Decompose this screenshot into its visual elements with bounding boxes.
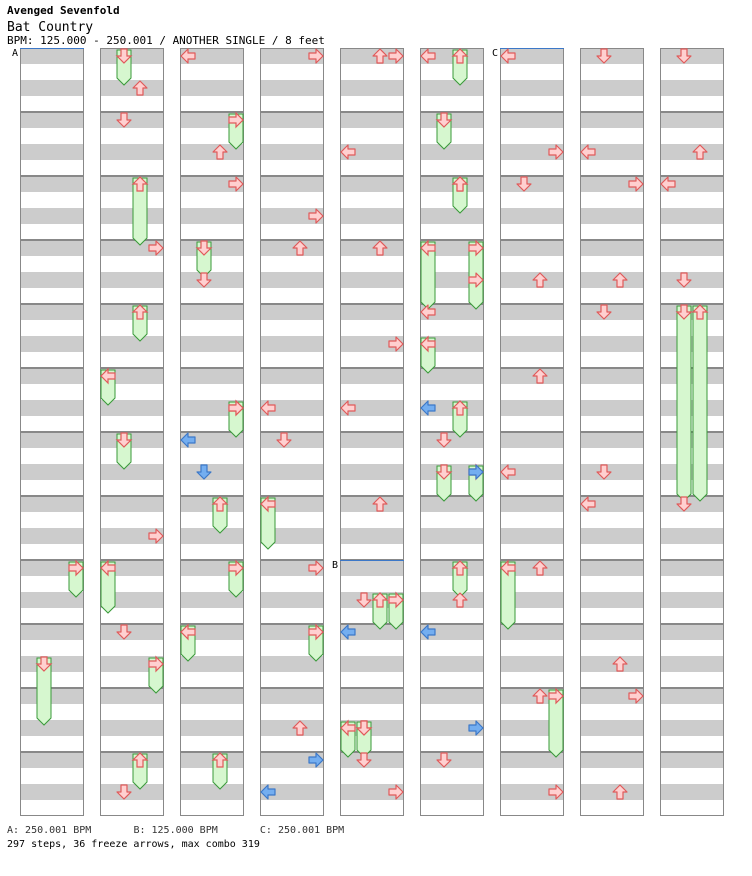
beat-stripe <box>500 80 564 96</box>
beat-stripe <box>500 656 564 672</box>
beat-stripe <box>420 560 484 576</box>
beat-stripe <box>580 400 644 416</box>
beat-stripe <box>340 464 404 480</box>
beat-stripe <box>420 144 484 160</box>
beat-stripe <box>20 624 84 640</box>
beat-stripe <box>340 656 404 672</box>
freeze-arrow <box>549 689 563 757</box>
freeze-arrow <box>213 497 227 533</box>
beat-stripe <box>580 48 644 64</box>
chart-column <box>660 48 724 816</box>
song-artist: Avenged Sevenfold <box>7 4 120 17</box>
beat-stripe <box>500 336 564 352</box>
freeze-arrow <box>261 497 275 549</box>
freeze-arrow <box>37 657 51 725</box>
freeze-arrow <box>421 241 435 309</box>
beat-stripe <box>100 208 164 224</box>
freeze-arrow <box>341 721 355 757</box>
beat-stripe <box>340 112 404 128</box>
beat-stripe <box>340 496 404 512</box>
beat-stripe <box>580 656 644 672</box>
beat-stripe <box>180 368 244 384</box>
beat-stripe <box>100 272 164 288</box>
beat-stripe <box>340 368 404 384</box>
bpm-legend-b: B: 125.000 BPM <box>133 825 218 836</box>
beat-stripe <box>260 80 324 96</box>
freeze-arrow <box>421 337 435 373</box>
beat-stripe <box>420 112 484 128</box>
beat-stripe <box>100 464 164 480</box>
bpm-legend-c: C: 250.001 BPM <box>259 825 345 836</box>
beat-stripe <box>660 48 724 64</box>
beat-stripe <box>180 240 244 256</box>
beat-stripe <box>180 720 244 736</box>
freeze-arrow <box>373 593 387 629</box>
bpm-marker-label: B <box>332 560 339 571</box>
beat-stripe <box>20 112 84 128</box>
beat-stripe <box>340 80 404 96</box>
freeze-arrow <box>389 593 403 629</box>
beat-stripe <box>20 304 84 320</box>
beat-stripe <box>180 464 244 480</box>
beat-stripe <box>580 240 644 256</box>
beat-stripe <box>340 304 404 320</box>
beat-stripe <box>580 304 644 320</box>
beat-stripe <box>420 592 484 608</box>
beat-stripe <box>180 208 244 224</box>
beat-stripe <box>20 464 84 480</box>
chart-column <box>20 48 84 816</box>
beat-stripe <box>420 784 484 800</box>
beat-stripe <box>420 656 484 672</box>
beat-stripe <box>660 560 724 576</box>
beat-stripe <box>420 176 484 192</box>
beat-stripe <box>100 336 164 352</box>
beat-stripe <box>660 720 724 736</box>
beat-stripe <box>340 272 404 288</box>
beat-stripe <box>20 496 84 512</box>
beat-stripe <box>660 80 724 96</box>
chart-column <box>580 48 644 816</box>
beat-stripe <box>20 528 84 544</box>
beat-stripe <box>20 720 84 736</box>
beat-stripe <box>100 496 164 512</box>
beat-stripe <box>260 304 324 320</box>
beat-stripe <box>340 176 404 192</box>
freeze-body <box>693 306 707 501</box>
beat-stripe <box>260 112 324 128</box>
beat-stripe <box>340 528 404 544</box>
beat-stripe <box>20 400 84 416</box>
beat-stripe <box>580 272 644 288</box>
freeze-body <box>677 306 691 501</box>
beat-stripe <box>100 432 164 448</box>
song-title: Bat Country <box>7 20 94 35</box>
freeze-arrow <box>101 561 115 613</box>
beat-stripe <box>660 784 724 800</box>
beat-stripe <box>20 688 84 704</box>
chart-column <box>420 48 484 816</box>
chart-column <box>100 48 164 816</box>
beat-stripe <box>580 528 644 544</box>
beat-stripe <box>500 432 564 448</box>
freeze-arrow <box>229 113 243 149</box>
beat-stripe <box>420 688 484 704</box>
beat-stripe <box>20 240 84 256</box>
beat-stripe <box>660 432 724 448</box>
beat-stripe <box>100 720 164 736</box>
freeze-arrow <box>453 561 467 597</box>
freeze-arrow <box>309 625 323 661</box>
freeze-arrow <box>117 49 131 85</box>
beat-stripe <box>340 432 404 448</box>
beat-stripe <box>20 752 84 768</box>
beat-stripe <box>580 560 644 576</box>
freeze-arrow <box>501 561 515 629</box>
beat-stripe <box>660 240 724 256</box>
beat-stripe <box>660 400 724 416</box>
beat-stripe <box>500 496 564 512</box>
beat-stripe <box>660 656 724 672</box>
beat-stripe <box>500 368 564 384</box>
beat-stripe <box>500 528 564 544</box>
beat-stripe <box>20 432 84 448</box>
beat-stripe <box>100 784 164 800</box>
freeze-arrow <box>149 657 163 693</box>
beat-stripe <box>580 80 644 96</box>
beat-stripe <box>660 304 724 320</box>
beat-stripe <box>180 272 244 288</box>
beat-stripe <box>420 528 484 544</box>
freeze-arrow <box>197 241 211 277</box>
freeze-arrow <box>133 177 147 245</box>
freeze-arrow <box>213 753 227 789</box>
beat-stripe <box>580 720 644 736</box>
beat-stripe <box>580 336 644 352</box>
beat-stripe <box>260 176 324 192</box>
beat-stripe <box>260 144 324 160</box>
beat-stripe <box>660 688 724 704</box>
beat-stripe <box>180 752 244 768</box>
beat-stripe <box>100 624 164 640</box>
beat-stripe <box>660 528 724 544</box>
beat-stripe <box>660 208 724 224</box>
beat-stripe <box>100 112 164 128</box>
beat-stripe <box>100 144 164 160</box>
chart-column <box>260 48 324 816</box>
freeze-arrow <box>693 305 707 501</box>
beat-stripe <box>20 336 84 352</box>
beat-stripe <box>500 304 564 320</box>
beat-stripe <box>20 272 84 288</box>
beat-stripe <box>500 272 564 288</box>
beat-stripe <box>660 272 724 288</box>
beat-stripe <box>20 208 84 224</box>
freeze-arrow <box>181 625 195 661</box>
beat-stripe <box>20 48 84 64</box>
beat-stripe <box>260 368 324 384</box>
beat-stripe <box>260 688 324 704</box>
beat-stripe <box>100 752 164 768</box>
beat-stripe <box>420 752 484 768</box>
beat-stripe <box>20 368 84 384</box>
beat-stripe <box>660 112 724 128</box>
beat-stripe <box>500 400 564 416</box>
bpm-marker-label: C <box>492 48 499 59</box>
freeze-arrow <box>453 49 467 85</box>
freeze-arrow <box>453 401 467 437</box>
freeze-arrow <box>117 433 131 469</box>
beat-stripe <box>340 688 404 704</box>
freeze-arrow <box>101 369 115 405</box>
beat-stripe <box>180 528 244 544</box>
beat-stripe <box>420 208 484 224</box>
bpm-marker-label: A <box>12 48 19 59</box>
beat-stripe <box>500 112 564 128</box>
freeze-arrow <box>437 465 451 501</box>
beat-stripe <box>660 624 724 640</box>
beat-stripe <box>580 432 644 448</box>
beat-stripe <box>580 208 644 224</box>
beat-stripe <box>660 336 724 352</box>
beat-stripe <box>420 432 484 448</box>
beat-stripe <box>260 720 324 736</box>
beat-stripe <box>660 496 724 512</box>
beat-stripe <box>180 784 244 800</box>
freeze-arrow <box>133 753 147 789</box>
beat-stripe <box>580 752 644 768</box>
freeze-arrow <box>69 561 83 597</box>
beat-stripe <box>260 336 324 352</box>
beat-stripe <box>180 80 244 96</box>
beat-stripe <box>580 784 644 800</box>
beat-stripe <box>660 368 724 384</box>
beat-stripe <box>100 80 164 96</box>
beat-stripe <box>580 624 644 640</box>
beat-stripe <box>500 176 564 192</box>
beat-stripe <box>660 752 724 768</box>
beat-stripe <box>180 336 244 352</box>
beat-stripe <box>580 112 644 128</box>
bpm-legend-a: A: 250.001 BPM <box>7 825 92 836</box>
beat-stripe <box>100 176 164 192</box>
freeze-arrow <box>133 305 147 341</box>
beat-stripe <box>580 592 644 608</box>
beat-stripe <box>20 144 84 160</box>
beat-stripe <box>660 144 724 160</box>
chart-stats: 297 steps, 36 freeze arrows, max combo 319 <box>7 839 260 850</box>
freeze-arrow <box>229 561 243 597</box>
beat-stripe <box>500 208 564 224</box>
beat-stripe <box>260 272 324 288</box>
beat-stripe <box>20 176 84 192</box>
beat-stripe <box>20 784 84 800</box>
beat-stripe <box>660 592 724 608</box>
bpm-legend <box>7 825 344 837</box>
beat-stripe <box>340 240 404 256</box>
chart-column <box>340 48 404 816</box>
beat-stripe <box>100 304 164 320</box>
beat-stripe <box>20 80 84 96</box>
beat-stripe <box>420 80 484 96</box>
beat-stripe <box>100 48 164 64</box>
beat-stripe <box>260 432 324 448</box>
beat-stripe <box>20 656 84 672</box>
beat-stripe <box>340 560 404 576</box>
beat-stripe <box>580 368 644 384</box>
beat-stripe <box>340 208 404 224</box>
beat-stripe <box>500 240 564 256</box>
freeze-arrow <box>677 305 691 501</box>
beat-stripe <box>180 688 244 704</box>
beat-stripe <box>260 240 324 256</box>
beat-stripe <box>260 592 324 608</box>
chart-info: BPM: 125.000 - 250.001 / ANOTHER SINGLE / 8 feet <box>7 34 325 47</box>
beat-stripe <box>180 304 244 320</box>
beat-stripe <box>660 464 724 480</box>
beat-stripe <box>180 496 244 512</box>
beat-stripe <box>260 464 324 480</box>
beat-stripe <box>580 464 644 480</box>
freeze-arrow <box>437 113 451 149</box>
